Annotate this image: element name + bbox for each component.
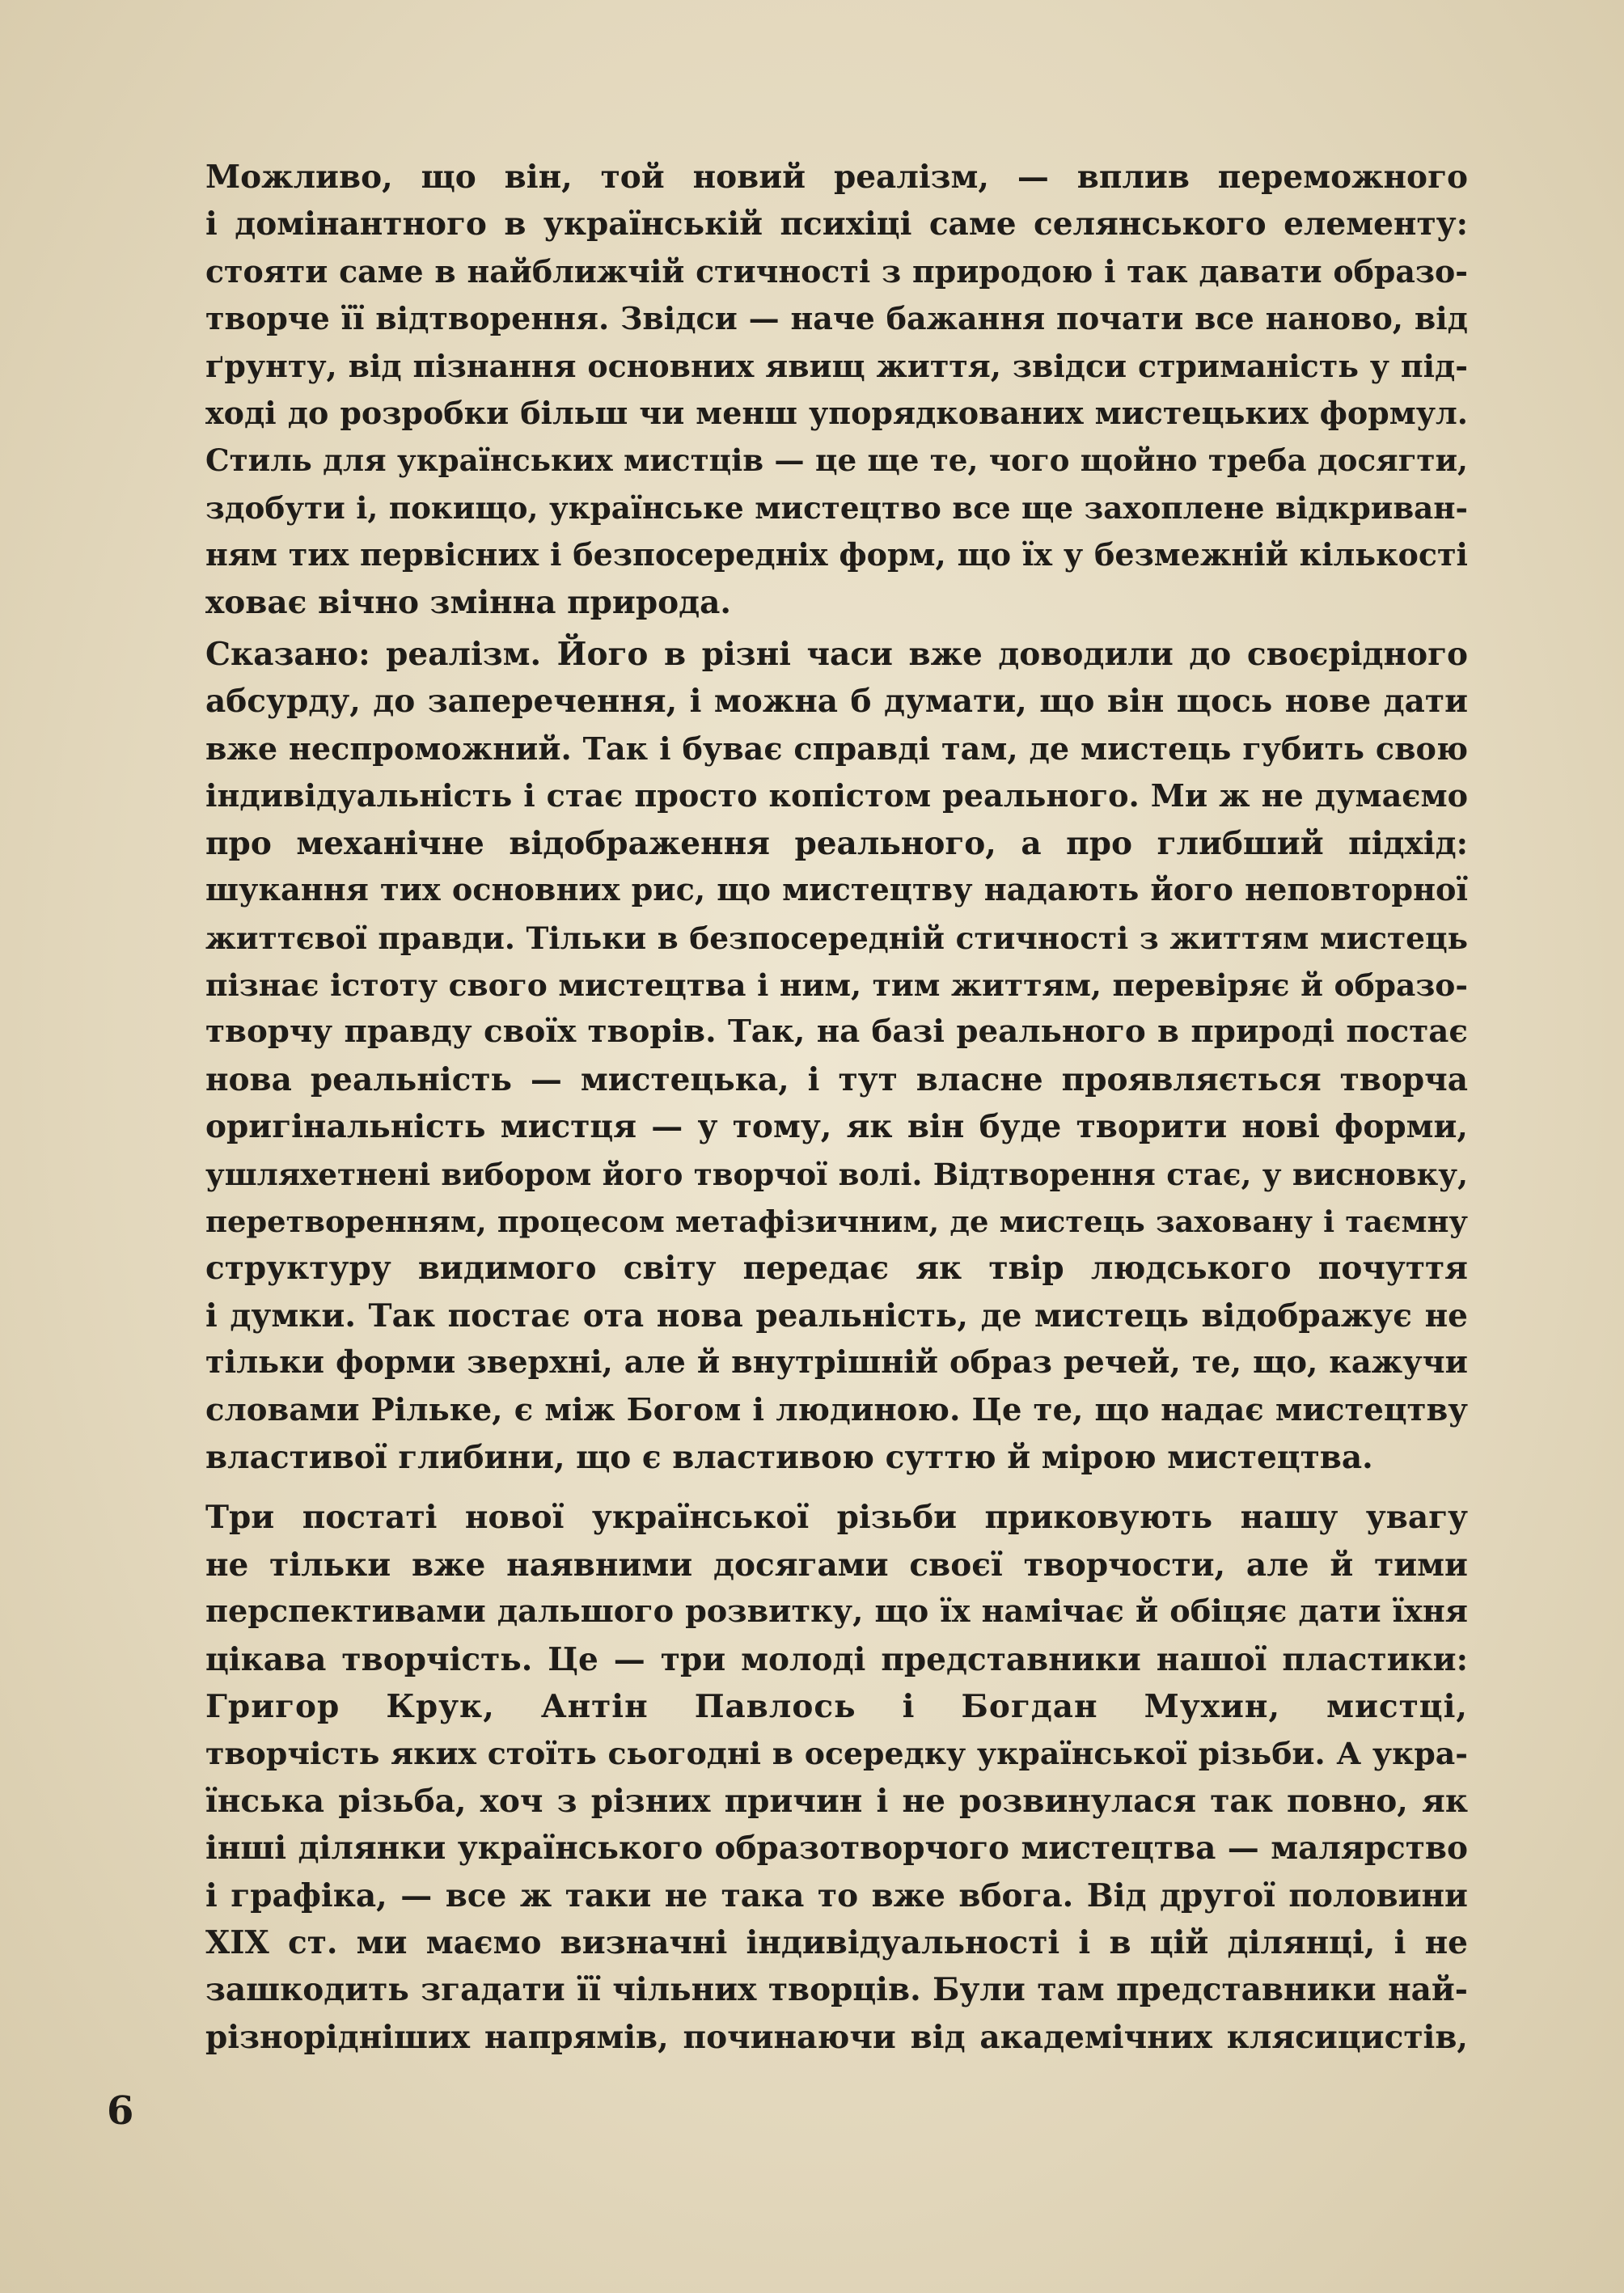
text-line: Стиль для українських мистців — це ще те, чого щойно треба досягти,	[205, 442, 1468, 479]
text-line: життєвої правди. Тільки в безпосередній стичності з життям мистець	[205, 920, 1468, 956]
text-line: здобути і, покищо, українське мистецтво все ще захоплене відкриван-	[205, 489, 1468, 526]
text-line: і домінантного в українській психіці саме селянського елементу:	[205, 205, 1468, 243]
text-line: цікава творчість. Це — три молоді представники нашої пластики:	[205, 1640, 1468, 1678]
text-line: властивої глибини, що є властивою суттю й мірою мистецтва.	[205, 1438, 1373, 1476]
text-line: вже неспроможний. Так і буває справді там, де мистець губить свою	[205, 730, 1468, 767]
paragraph-1	[121, 154, 1468, 626]
text-line: перетворенням, процесом метафізичним, де мистець заховану і таємну	[205, 1203, 1468, 1239]
text-line: індивідуальність і стає просто копістом реального. Ми ж не думаємо	[205, 777, 1468, 814]
text-line: Можливо, що він, той новий реалізм, — вплив переможного	[205, 159, 1468, 196]
page-number: 6	[107, 2088, 134, 2134]
text-line: стояти саме в найближчій стичності з природою і так давати образо-	[205, 252, 1468, 290]
text-line: зашкодить згадати її чільних творців. Були там представники най-	[205, 1971, 1468, 2009]
text-line: словами Рільке, є між Богом і людиною. Це те, що надає мистецтву	[205, 1391, 1468, 1428]
text-line: тільки форми зверхні, але й внутрішній образ речей, те, що, кажучи	[205, 1344, 1468, 1381]
text-line: нова реальність — мистецька, і тут власне проявляється творча	[205, 1060, 1468, 1098]
text-line: їнська різьба, хоч з різних причин і не розвинулася так повно, як	[205, 1782, 1468, 1820]
text-line: Три постаті нової української різьби приковують нашу увагу	[205, 1499, 1468, 1537]
text-line: Григор Крук, Антін Павлось і Богдан Мухин, мистці,	[205, 1688, 1468, 1725]
text-line: ням тих первісних і безпосередніх форм, що їх у безмежній кількості	[205, 536, 1468, 573]
text-line: про механічне відображення реального, а про глибший підхід:	[205, 824, 1468, 862]
text-line: ході до розробки більш чи менш упорядкованих мистецьких формул.	[205, 395, 1468, 432]
text-line: і думки. Так постає ота нова реальність, де мистець відображує не	[205, 1297, 1468, 1335]
text-line: ховає вічно змінна природа.	[205, 583, 731, 621]
text-line: інші ділянки українського образотворчого мистецтва — малярство	[205, 1830, 1468, 1868]
text-line: різнорідніших напрямів, починаючи від академічних клясицистів,	[205, 2018, 1468, 2056]
text-line: XIX ст. ми маємо визначні індивідуальності і в цій ділянці, і не	[205, 1924, 1468, 1962]
paragraph-3	[121, 1494, 1468, 2061]
body-text	[121, 154, 1468, 2061]
text-line: не тільки вже наявними досягами своєї творчости, але й тими	[205, 1546, 1468, 1584]
text-line: Сказано: реалізм. Його в різні часи вже доводили до своєрідного	[205, 636, 1468, 674]
paragraph-2	[121, 631, 1468, 1481]
text-line: оригінальність мистця — у тому, як він буде творити нові форми,	[205, 1108, 1468, 1146]
text-line: пізнає істоту свого мистецтва і ним, тим життям, перевіряє й образо-	[205, 967, 1468, 1003]
text-line: і графіка, — все ж таки не така то вже вбога. Від другої половини	[205, 1876, 1468, 1914]
text-line: перспективами дальшого розвитку, що їх намічає й обіцяє дати їхня	[205, 1593, 1468, 1631]
text-line: творчу правду своїх творів. Так, на базі реального в природі постає	[205, 1013, 1468, 1051]
text-line: ґрунту, від пізнання основних явищ життя, звідси стриманість у під-	[205, 347, 1468, 384]
text-line: структуру видимого світу передає як твір людського почуття	[205, 1250, 1468, 1288]
text-line: абсурду, до заперечення, і можна б думати, що він щось нове дати	[205, 683, 1468, 721]
text-line: творчість яких стоїть сьогодні в осередку української різьби. А укра-	[205, 1736, 1468, 1772]
text-line: шукання тих основних рис, що мистецтву надають його неповторної	[205, 872, 1468, 909]
text-line: творче її відтворення. Звідси — наче бажання почати все наново, від	[205, 300, 1468, 337]
text-line: ушляхетнені вибором його творчої волі. Відтворення стає, у висновку,	[205, 1156, 1468, 1192]
